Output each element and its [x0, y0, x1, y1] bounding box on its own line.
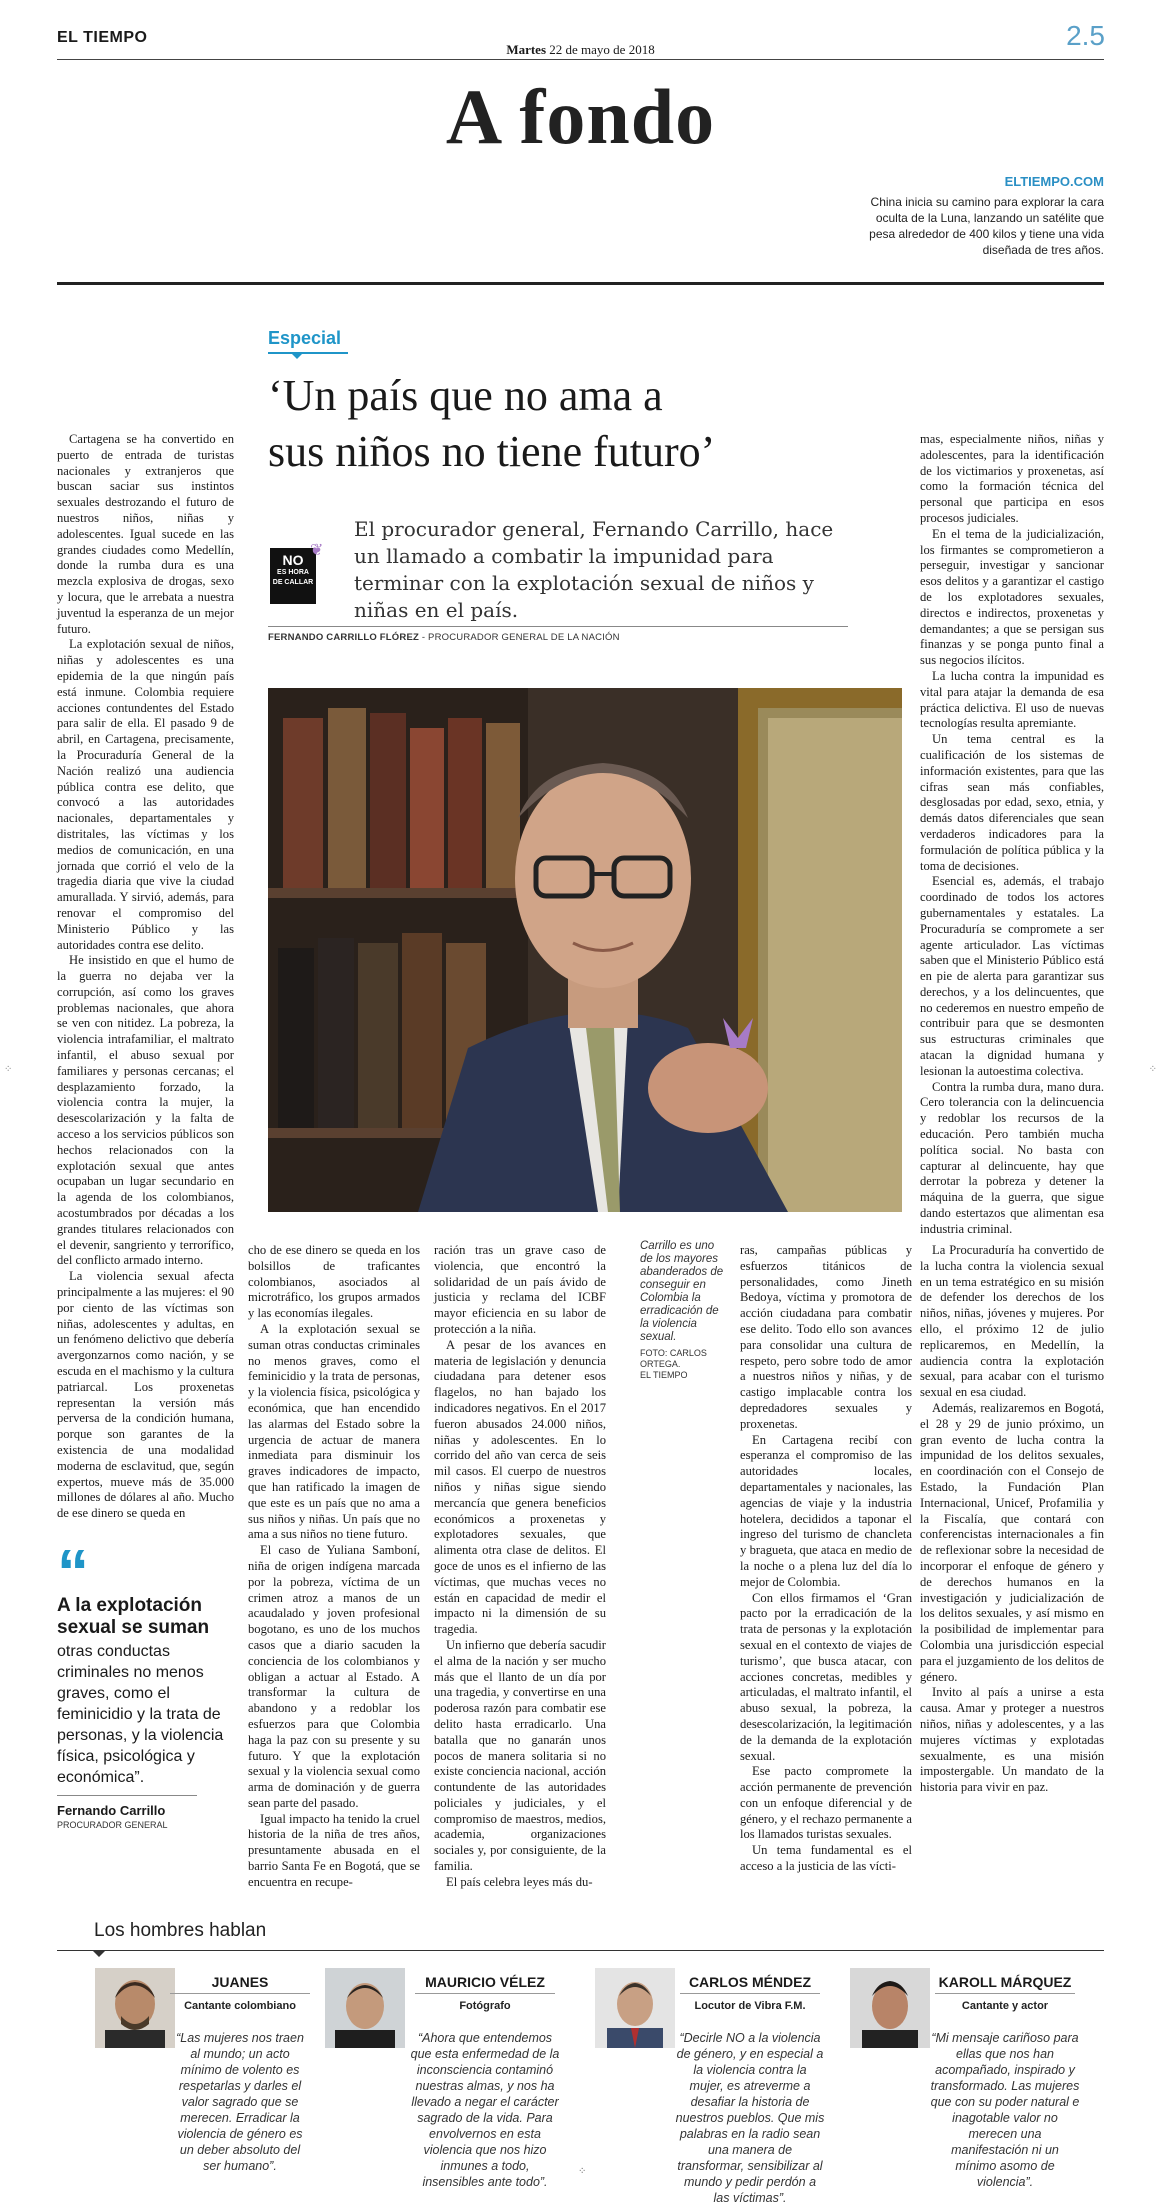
hablan-role: Locutor de Vibra F.M. — [694, 2000, 806, 2012]
kicker: Especial — [268, 328, 342, 348]
quote-icon: “ — [57, 1536, 89, 1608]
photo-caption: Carrillo es uno de los mayores abanderados de conseguir en Colombia la erradicación de la violencia sexual. FOTO: CARLOS ORTEGA. EL TIEMPO — [640, 1240, 730, 1381]
hablan-role: Cantante y actor — [961, 2000, 1049, 2012]
hablan-separator — [415, 1993, 555, 1994]
brand-logo: EL TIEMPO — [57, 29, 148, 46]
deck-divider — [268, 626, 848, 627]
hablan-name: JUANES — [211, 1974, 269, 1990]
byline: FERNANDO CARRILLO FLÓREZ - PROCURADOR GENERAL DE LA NACIÓN — [268, 632, 620, 643]
article-column-b5: La Procuraduría ha convertido de la lucha contra la violencia sexual en un tema estratégico en su misión de defender los derechos de los niños, niñas, jóvenes y mujeres. Por ello, el próximo 12 de julio replicaremos, en Medellín, la audiencia contra la explotación sexual, para acabar con el turismo sexual en esa ciudad. Además, realizaremos en Bogotá, el 28 y 29 de junio próximo, un gran evento de lucha contra la impunidad de los delitos sexuales, en coordinación con el Consejo de Estado, la Fundación Plan Internacional, Unicef, Profamilia y la Fiscalía, que contará con conferencistas internacionales a fin de reflexionar sobre la necesidad de incorporar el enfoque de género y de derechos humanos en la investigación y judicialización de los delitos sexuales, y así mismo en la posibilidad de implementar para Colombia una jurisdicción especial para el juzgamiento de los delitos de género. Invito al país a unirse a esta causa. Amar y proteger a nuestros niños, niñas y adolescentes, y a las mujeres víctimas y explotadas sexualmente, es una misión impostergable. Un mandato de la historia para vivir en paz. — [920, 1243, 1104, 1795]
hablan-quote: “Mi mensaje cariñoso para ellas que nos han acompañado, inspirado y transformado. Las mujeres que con su poder natural e inagotable valor no merecen una manifestación ni un mínimo asomo de violencia”. — [930, 2031, 1080, 2189]
weekday: Martes — [506, 42, 547, 57]
date: 22 de mayo de 2018 — [549, 42, 655, 57]
headline-line-1: ‘Un país que no ama a — [268, 371, 663, 420]
hablan-name: KAROLL MÁRQUEZ — [938, 1974, 1072, 1990]
hablan-quote: “Decirle NO a la violencia de género, y en especial a la violencia contra la mujer, es atreverme a desafiar la historia de nuestros pueblos. Que mis palabras en la radio sean una manera de transformar, sensibilizar al mundo y pedir perdón a las víctimas”. — [675, 2031, 825, 2205]
pull-quote-body: otras conductas criminales no menos graves, como el feminicidio y la trata de personas, y la violencia física, psicológica y económica”. — [57, 1643, 224, 1786]
hablan-name: MAURICIO VÉLEZ — [425, 1974, 545, 1990]
registration-mark-bottom: ⁘ — [578, 2166, 587, 2177]
deck: El procurador general, Fernando Carrillo, hace un llamado a combatir la impunidad para terminar con la explotación sexual de niños y niñas en el país. — [354, 517, 834, 622]
issue-date — [0, 42, 1161, 58]
page-number: 2.5 — [1066, 20, 1105, 51]
avatar-karoll-marquez — [850, 1968, 930, 2048]
hablan-name: CARLOS MÉNDEZ — [688, 1974, 812, 1990]
article-column-b4: ras, campañas públicas y esfuerzos titánicos de personalidades, como Jineth Bedoya, víctima y promotora de acción ciudadana para combatir ese delito. Todo ello son avances para consolidar una cultura de respeto, pero sobre todo de amor a nuestros niños y niñas, y de castigo implacable contra los depredadores sexuales y proxenetas. En Cartagena recibí con esperanza el compromiso de las autoridades locales, departamentales y nacionales, las agencias de viaje y la industria hotelera, decididos a taponar el ingreso del turismo de chancleta y bragueta, que ataca en medio de la noche o a plena luz del día lo mejor de Colombia. Con ellos firmamos el ‘Gran pacto por la erradicación de la trata de personas y la explotación sexual en el contexto de viajes de turismo’, que busca atacar, con acciones concretas, medibles y articuladas, el maltrato infantil, el abuso sexual, la pobreza, la desescolarización, la legitimación de la demanda de la explotación sexual. Ese pacto compromete la acción permanente de prevención con un enfoque diferencial y de género, y el rechazo permanente a los llamados turistas sexuales. Un tema fundamental es el acceso a la justicia de las vícti- — [740, 1243, 913, 1874]
hablan-pointer — [92, 1950, 106, 1957]
hablan-separator — [680, 1993, 820, 1994]
kicker-pointer — [290, 352, 304, 359]
pull-quote-author: Fernando Carrillo — [57, 1803, 166, 1818]
hablan-quote: “Ahora que entendemos que esta enfermedad de la inconsciencia contaminó nuestras almas, y nos ha llevado a negar el carácter sagrado de la vida. Para envolvernos en esta violencia que nos hizo inmunes a todo, insensibles ante todo”. — [410, 2031, 560, 2189]
hablan-role: Cantante colombiano — [184, 2000, 296, 2012]
portrait-photo — [268, 688, 902, 1212]
hablan-separator — [170, 1993, 310, 1994]
pull-quote-role: PROCURADOR GENERAL — [57, 1820, 168, 1830]
butterfly-icon: ❦ — [310, 540, 324, 559]
top-divider — [57, 59, 1104, 60]
hablan-quote: “Las mujeres nos traen al mundo; un acto mínimo de volento es respetarlas y darles el valor sagrado que se merecen. Erradicar la violencia de género es un deber absoluto del ser humano”. — [176, 2031, 304, 2173]
hablan-separator — [935, 1993, 1075, 1994]
promo-text: China inicia su camino para explorar la cara oculta de la Luna, lanzando un satélite que pesa alrededor de 400 kilos y tiene una vida diseñada de tres años. — [869, 195, 1104, 257]
promo-site-link[interactable]: ELTIEMPO.COM — [1004, 174, 1104, 189]
article-column-right: mas, especialmente niños, niñas y adolescentes, para la identificación de los victimarios y proxenetas, así como la formación técnica del personal que participa en esos procesos judiciales. En el tema de la judicialización, los firmantes se comprometieron a perseguir, investigar y sancionar esos delitos y a garantizar el castigo de los explotadores sexuales, directos e indirectos, proxenetas y demandantes; a que se persigan sus finanzas y se ponga punto final a sus negocios ilícitos. La lucha contra la impunidad es vital para atajar la demanda de esa práctica delictiva. El uso de nuevas tecnologías resulta apremiante. Un tema central es la cualificación de los sistemas de información existentes, para que las cifras sean más confiables, desglosadas por edad, sexo, etnia, y demás datos diferenciales que sean verdaderos indicadores para la formulación de política pública y la toma de decisiones. Esencial es, además, el trabajo coordinado de todos los actores gubernamentales y estatales. La Procuraduría se compromete a ser agente articulador. Las víctimas saben que el Ministerio Público está en pie de alerta para garantizar sus derechos, y a los delincuentes, que no cederemos en nuestro empeño de contribuir para que se desmonten sus estructuras criminales que atacan la dignidad humana y lesionan la autoestima colectiva. Contra la rumba dura, mano dura. Cero tolerancia con la delincuencia y redoblar los recursos de la educación. Pero también mucha política social. No basta con capturar al delincuente, hay que derrotar la pobreza y detener la máquina de la guerra, que sigue dando estertazos que alimentan esa industria criminal. — [920, 432, 1104, 1236]
section-divider — [57, 282, 1104, 285]
avatar-mauricio-velez — [325, 1968, 405, 2048]
headline-line-2: sus niños no tiene futuro’ — [268, 427, 716, 476]
section-title: A fondo — [445, 73, 716, 160]
avatar-carlos-mendez — [595, 1968, 675, 2048]
article-column-left: Cartagena se ha convertido en puerto de entrada de turistas nacionales y extranjeros que buscan saciar sus instintos sexuales destrozando el futuro de nuestros niños, niñas y adolescentes. Igual sucede en las grandes ciudades como Medellín, donde la rumba dura es una mezcla explosiva de drogas, sexo y locura, que le arrebata a nuestra juventud la esperanza de un mejor futuro. La explotación sexual de niños, niñas y adolescentes es una epidemia de la que ningún país está inmune. Colombia requiere acciones contundentes del Estado para salir de ella. El pasado 9 de abril, en Cartagena, precisamente, la Procuraduría General de la Nación realizó una audiencia pública contra ese delito, que convocó a las autoridades nacionales, departamentales y distritales, las víctimas y los medios de comunicación, en una jornada que corrió el velo de la tragedia diaria que vive la ciudad amurallada. Y sirvió, además, para renovar el compromiso del Ministerio Público y las autoridades contra ese delito. He insistido en que el humo de la guerra no dejaba ver la corrupción, así como los graves problemas nacionales, que ahora se ven con nitidez. La pobreza, la violencia intrafamiliar, el maltrato infantil, el abuso sexual por familiares y personas cercanas; el desplazamiento forzado, la violencia contra la mujer, la desescolarización y la falta de acceso a los servicios públicos son hechos relacionados con la explotación sexual que antes ocupaban un lugar secundario en la agenda de los colombianos, acostumbrados por décadas a los grandes titulares relacionados con el devenir, sangriento y terrorífico, del conflicto armado interno. La violencia sexual afecta principalmente a las mujeres: el 90 por ciento de las víctimas son niñas, adolescentes y adultas, en un fenómeno delictivo que debería avergonzarnos como nación, y se escuda en el machismo y la cultura patriarcal. Los proxenetas representan la versión más perversa de la condición humana, porque son garantes de la existencia de una modalidad moderna de esclavitud, que, según expertos, mueve más de 35.000 millones de dólares al año. Mucho de ese dinero se queda en — [57, 432, 234, 1521]
hablan-divider — [57, 1950, 1104, 1951]
headline — [268, 368, 918, 480]
pull-quote-lead: A la explotación sexual se suman — [57, 1595, 210, 1638]
hablan-role: Fotógrafo — [459, 2000, 511, 2012]
article-column-b2: ración tras un grave caso de violencia, que encontró la solidaridad de un país ávido de justicia y reclama del ICBF mayor eficiencia en su labor de protección a la niña. A pesar de los avances en materia de legislación y denuncia ciudadana para detener esos flagelos, no han bajado los indicadores negativos. En el 2017 fueron abusados 24.000 niños, niñas y adolescentes. En lo corrido del año van cerca de seis mil casos. El cuerpo de nuestros niños y niñas sigue siendo mercancía que genera beneficios económicos a proxenetas y explotadores sexuales, que alimenta otra clase de delitos. El goce de unos es el infierno de las víctimas, que muchas veces no están en capacidad de medir el impacto ni la dimensión de su tragedia. Un infierno que debería sacudir el alma de la nación y ser mucho más que el llanto de un día por una tragedia, y convertirse en una poderosa razón para combatir ese delito hasta erradicarlo. Una batalla que no ganarán unos pocos de manera solitaria si no existe conciencia nacional, acción contundente de las autoridades policiales y judiciales, y el compromiso de maestros, medios, academia, organizaciones sociales y, por consiguiente, de la familia. El país celebra leyes más du- — [434, 1243, 606, 1889]
photo-credit: FOTO: CARLOS ORTEGA. EL TIEMPO — [640, 1348, 707, 1380]
campaign-badge: NO ES HORA DE CALLAR — [270, 548, 316, 604]
avatar-juanes — [95, 1968, 175, 2048]
registration-mark-right: ⁘ — [1148, 1064, 1157, 1075]
kicker-underline — [268, 352, 348, 354]
registration-mark-left: ⁘ — [4, 1064, 13, 1075]
pull-quote-divider — [57, 1795, 197, 1796]
hablan-title: Los hombres hablan — [94, 1920, 267, 1941]
article-column-b1: cho de ese dinero se queda en los bolsillos de traficantes colombianos, asociados al microtráfico, los grupos armados y las economías ilegales. A la explotación sexual se suman otras conductas criminales no menos graves, como el feminicidio y la trata de personas, y la violencia física, psicológica y económica, que han encendido las alarmas del Estado sobre la urgencia de actuar de manera inmediata para disminuir los graves indicadores de impacto, que han ratificado la imagen de que este es un país que no ama a sus niños y niñas. Un país que no ama a sus niños no tiene futuro. El caso de Yuliana Samboní, niña de origen indígena marcada por la pobreza, víctima de un crimen atroz a manos de un acaudalado y joven profesional bogotano, es uno de los muchos casos que a diario sacuden la conciencia de los colombianos y obligan a actuar al Estado. A transformar la cultura de abandono y a redoblar los esfuerzos para que Colombia haga la paz con su presente y su futuro. Y que la explotación sexual y la violencia sexual como arma de dominación y de guerra sean parte del pasado. Igual impacto ha tenido la cruel historia de la niña de tres años, presuntamente abusada en el barrio Santa Fe en Bogotá, que se encuentra en recupe- — [248, 1243, 420, 1889]
